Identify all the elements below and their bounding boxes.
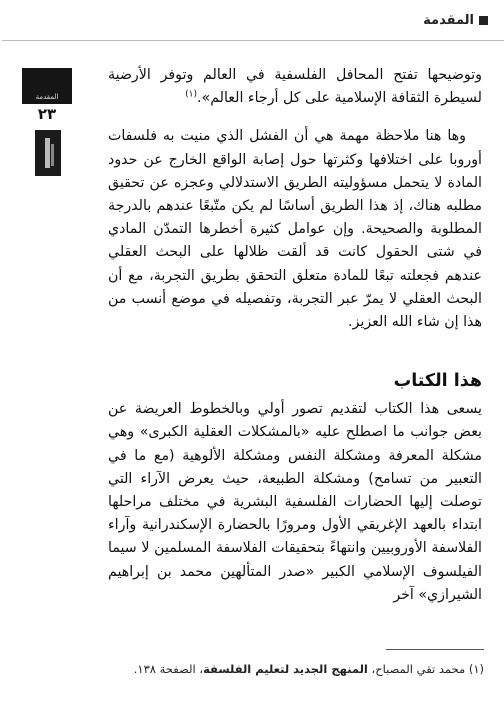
paragraph-1	[108, 64, 482, 110]
section-heading: هذا الكتاب	[393, 371, 482, 392]
paragraph-2: وها هنا ملاحظة مهمة هي أن الفشل الذي منيت به فلسفات أوروبا على اختلافها وكثرتها حول إصابة الواقع الخارج عن حدود المادة لا يتحمل مسؤوليته الطريق الاستدلالي وعجزه عن تحقيق مطلبه هناك، إذ هذا الطريق أساسًا لم يكن متّبعًا عندهم بالدرجة المطلوبة والصحيحة. وإن عوامل كثيرة أخطرها التمدّن المادي في شتى الحقول كانت قد ألقت ظلالها على البحث العقلي عندهم فجعلته تبعًا للمادة متعلق التحقق بطريق التجربة، مع أن البحث العقلي لا يمرّ عبر التجربة، وتفصيله في موضع أنسب من هذا إن شاء الله العزيز.	[108, 128, 482, 331]
thumb-tab-label: المقدمة	[35, 93, 59, 101]
main-text	[108, 64, 482, 607]
running-head-title: المقدمة	[423, 13, 474, 28]
side-figure-image	[35, 130, 61, 176]
paragraph-3: يسعى هذا الكتاب لتقديم تصور أولي وبالخطوط العريضة عن بعض جوانب ما اصطلح عليه «بالمشكلات العقلية الكبرى» وهي مشكلة المعرفة ومشكلة النفس ومشكلة الألوهية (مع ما في التعبير من تسامح) ومشكلة الطبيعة، حيث يعرض الآراء التي توصلت إليها الحضارات الفلسفية البشرية في مختلف مراحلها ابتداء بالعهد الإغريقي الأول ومرورًا بالحضارة الإسكندرانية وآراء الفلاسفة الأوروبيين وانتهاءً بتحقيقات الفلاسفة المسلمين لا سيما الفيلسوف الإسلامي الكبير «صدر المتألهين محمد بن إبراهيم الشيرازي» آخر	[108, 401, 482, 603]
footnote	[114, 661, 484, 677]
header-divider	[2, 40, 504, 41]
footnote-work-title: المنهج الجديد لتعليم الفلسفة	[203, 662, 368, 676]
figure-silhouette	[45, 138, 50, 168]
footnote-reference: (١)	[185, 89, 198, 100]
paragraph-gap	[108, 110, 482, 125]
footnote-author: محمد تقي المصباح،	[371, 662, 466, 676]
page-number: ٢٣	[37, 105, 57, 123]
footnote-divider	[386, 649, 484, 650]
square-bullet-icon	[479, 16, 488, 25]
figure-silhouette-secondary	[51, 144, 54, 166]
footnote-page: ، الصفحة ١٣٨.	[133, 662, 204, 676]
running-head	[423, 13, 488, 28]
footnote-number: (١)	[468, 662, 484, 676]
paragraph-1-text: وتوضيحها تفتح المحافل الفلسفية في العالم وتوفر الأرضية لسيطرة الثقافة الإسلامية على كل أرجاء العالم».	[108, 67, 482, 107]
section-thumb-tab	[22, 68, 72, 104]
